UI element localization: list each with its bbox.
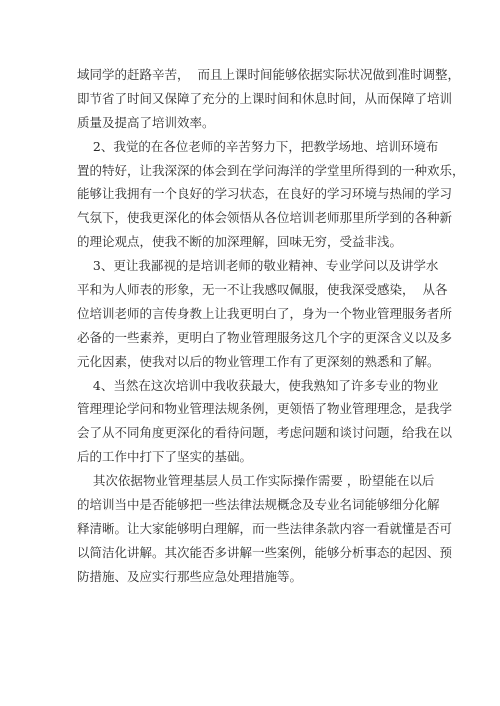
text-line: 平和为人师表的形象，无一不让我感叹佩服，使我深受感染， 从各 — [77, 282, 448, 298]
text-line: 以简洁化讲解。其次能否多讲解一些案例，能够分析事态的起因、预 — [77, 544, 453, 560]
text-line: 的理论观点，使我不断的加深理解，回味无穷，受益非浅。 — [77, 234, 403, 250]
text-line: 会了从不同角度更深化的看待问题，考虑问题和谈讨问题，给我在以 — [77, 425, 453, 441]
text-line: 置的特好，让我深深的体会到在学问海洋的学堂里所得到的一种欢乐， — [77, 162, 465, 178]
text-line: 释清晰。让大家能够明白理解，而一些法律条款内容一看就懂是否可 — [77, 520, 453, 536]
text-line: 其次依据物业管理基层人员工作实际操作需要 ，盼望能在以后 — [77, 473, 435, 489]
body-text — [77, 63, 465, 589]
text-line: 气氛下，使我更深化的体会领悟从各位培训老师那里所学到的各种新 — [77, 210, 453, 226]
text-line: 即节省了时间又保障了充分的上课时间和休息时间，从而保障了培训 — [77, 90, 453, 106]
text-line: 位培训老师的言传身教上让我更明白了，身为一个物业管理服务者所 — [77, 305, 453, 321]
text-line: 防措施、及应实行那些应急处理措施等。 — [77, 568, 303, 584]
text-line: 域同学的赶路辛苦， 而且上课时间能够依据实际状况做到准时调整， — [77, 67, 460, 82]
text-line: 2、我觉的在各位老师的辛苦努力下，把教学场地、培训环境布 — [77, 138, 439, 154]
text-line: 管理理论学问和物业管理法规条例，更领悟了物业管理理念，是我学 — [77, 401, 453, 417]
text-line: 能够让我拥有一个良好的学习状态，在良好的学习环境与热闹的学习 — [77, 186, 453, 202]
text-line: 后的工作中打下了坚实的基础。 — [77, 449, 253, 465]
text-line: 3、更让我鄙视的是培训老师的敬业精神、专业学问以及讲学水 — [77, 258, 439, 274]
text-line: 质量及提高了培训效率。 — [77, 114, 215, 130]
text-line: 必备的一些素养，更明白了物业管理服务这几个字的更深含义以及多 — [77, 329, 453, 345]
text-line: 的培训当中是否能够把一些法律法规概念及专业名词能够细分化解 — [77, 497, 440, 513]
text-line: 元化因素，使我对以后的物业管理工作有了更深刻的熟悉和了解。 — [77, 353, 440, 369]
text-line: 4、当然在这次培训中我收获最大，使我熟知了许多专业的物业 — [77, 377, 439, 393]
